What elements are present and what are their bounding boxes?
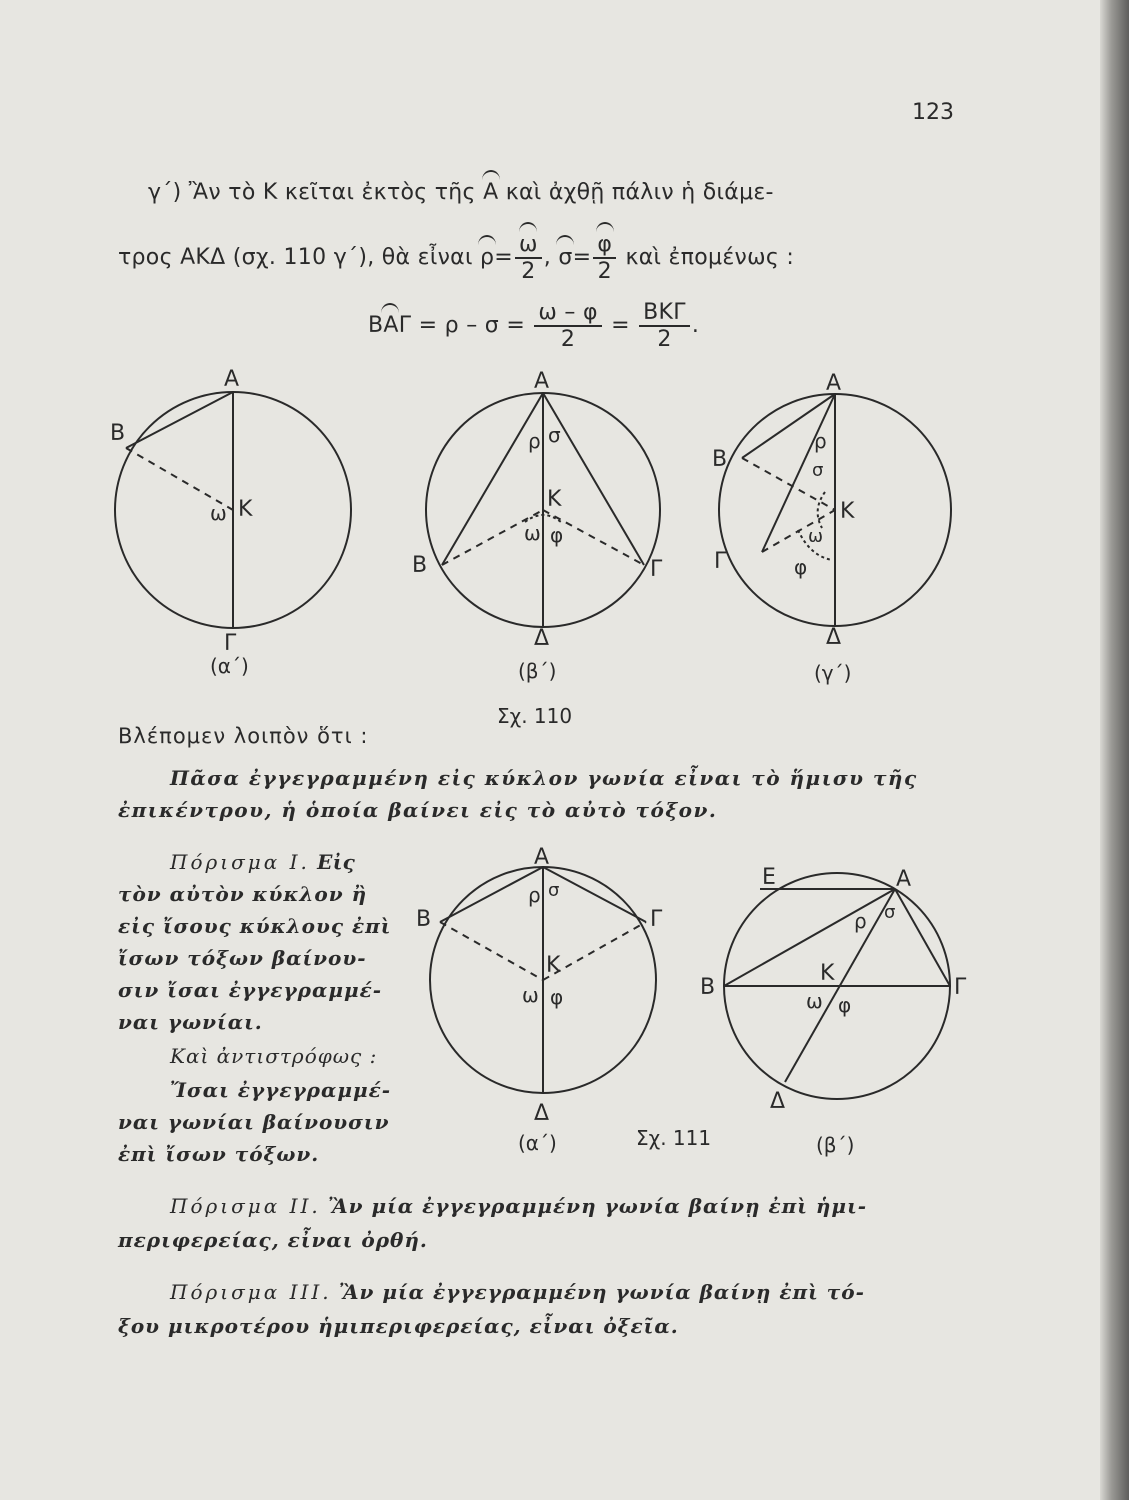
equals: = — [494, 245, 514, 270]
theorem-line2: ἐπικέντρου, ἡ ὁποία βαίνει εἰς τὸ αὐτὸ τόξον. — [118, 798, 718, 822]
label-sigma: σ — [548, 423, 561, 447]
label-B: Β — [110, 421, 126, 446]
label-E: Ε — [762, 865, 776, 890]
fraction — [515, 232, 542, 284]
porism1-l3: εἰς ἴσους κύκλους ἐπὶ — [118, 914, 392, 938]
porism1-l6: ναι γωνίαι. — [118, 1010, 263, 1034]
see-therefore: Βλέπομεν λοιπὸν ὅτι : — [118, 724, 369, 748]
label-K: Κ — [546, 953, 561, 978]
figure-110-c — [700, 370, 970, 690]
porism3-title: Πόρισμα ΙΙΙ. — [170, 1280, 332, 1304]
denominator: 2 — [560, 327, 576, 352]
porism1-l8: Ἴσαι ἐγγεγραμμέ- — [170, 1078, 392, 1102]
period: . — [691, 313, 700, 338]
figure-110-b — [410, 370, 680, 690]
equals: = — [506, 313, 526, 338]
chord-AB — [126, 392, 233, 448]
denominator: 2 — [521, 259, 536, 284]
arc-BAG: ΒΑΓ — [368, 313, 412, 338]
label-B: Β — [416, 907, 432, 932]
porism1-l2: τὸν αὐτὸν κύκλον ἢ — [118, 882, 368, 906]
arc-omega: ω — [519, 232, 538, 257]
chord-AG — [895, 889, 950, 986]
porism1-l7: Καὶ ἀντιστρόφως : — [170, 1044, 378, 1068]
label-A: Α — [534, 369, 550, 394]
caption-a: (α΄) — [210, 654, 249, 678]
label-G: Γ — [224, 631, 237, 656]
porism2-line2: περιφερείας, εἶναι ὀρθή. — [118, 1228, 428, 1252]
formula-line — [368, 300, 699, 352]
caption-b: (β΄) — [816, 1133, 855, 1157]
equals: = — [572, 245, 592, 270]
label-phi: φ — [838, 993, 852, 1017]
fraction — [534, 300, 601, 352]
porism1-l10: ἐπὶ ἴσων τόξων. — [118, 1142, 320, 1166]
label-A: Α — [534, 845, 550, 870]
denominator: 2 — [657, 327, 672, 352]
caption-a: (α΄) — [518, 1131, 557, 1155]
text: καὶ ἐπομένως : — [625, 245, 795, 270]
radius-KB — [440, 922, 543, 980]
arc-rho: ρ — [480, 245, 495, 270]
label-rho: ρ — [528, 883, 541, 907]
label-G: Γ — [954, 975, 967, 1000]
label-D: Δ — [534, 1101, 550, 1126]
equals: = — [611, 313, 630, 338]
label-B: Β — [700, 975, 716, 1000]
label-D: Δ — [534, 626, 550, 651]
theorem-line1: Πᾶσα ἐγγεγραμμένη εἰς κύκλον γωνία εἶναι τὸ ἥμισυ τῆς — [170, 766, 918, 790]
label-sigma: σ — [884, 902, 896, 923]
figure-111-label: Σχ. 111 — [636, 1126, 712, 1150]
chord-AG — [762, 394, 835, 552]
arc-A: Α — [483, 180, 499, 205]
arc-sigma: σ — [558, 245, 573, 270]
comma: , — [543, 245, 552, 270]
label-G: Γ — [650, 907, 663, 932]
numerator: ΒΚΓ — [639, 300, 690, 327]
porism1-l5: σιν ἴσαι ἐγγεγραμμέ- — [118, 978, 383, 1002]
paragraph-c-line1 — [148, 180, 774, 205]
porism1-head — [170, 850, 355, 875]
label-K: Κ — [547, 487, 562, 512]
text: καὶ ἀχθῇ πάλιν ἡ διάμε- — [505, 180, 774, 205]
label-B: Β — [412, 553, 428, 578]
porism3-line2: ξου μικροτέρου ἡμιπεριφερείας, εἶναι ὀξεῖα. — [118, 1314, 679, 1338]
equals: = — [418, 313, 438, 338]
figure-111-a — [410, 845, 670, 1170]
porism1-l9: ναι γωνίαι βαίνουσιν — [118, 1110, 390, 1134]
fraction — [639, 300, 690, 352]
label-phi: φ — [550, 523, 564, 547]
caption-c: (γ΄) — [814, 661, 852, 685]
label-G: Γ — [650, 557, 663, 582]
text: γ΄) Ἂν τὸ Κ κεῖται ἐκτὸς τῆς — [148, 180, 476, 205]
porism2-text1: Ἂν μία ἐγγεγραμμένη γωνία βαίνῃ ἐπὶ ἡμι- — [328, 1194, 868, 1218]
label-rho: ρ — [528, 429, 541, 453]
label-rho: ρ — [814, 429, 827, 453]
page-number: 123 — [912, 100, 954, 125]
paragraph-c-line2 — [118, 232, 794, 284]
arc-phi: φ — [597, 232, 613, 257]
label-K: Κ — [238, 497, 253, 522]
porism3-line1 — [170, 1280, 865, 1305]
label-phi: φ — [550, 985, 564, 1009]
porism1-l1: Εἰς — [317, 850, 356, 874]
label-omega: ω — [524, 521, 541, 545]
figure-110-label: Σχ. 110 — [497, 704, 573, 728]
label-A: Α — [896, 867, 912, 892]
arc-marker-omega — [818, 492, 825, 528]
label-K: Κ — [820, 961, 835, 986]
porism3-text1: Ἂν μία ἐγγεγραμμένη γωνία βαίνῃ ἐπὶ τό- — [338, 1280, 865, 1304]
porism2-line1 — [170, 1194, 867, 1219]
numerator: ω – φ — [534, 300, 601, 327]
label-A: Α — [826, 371, 842, 396]
label-D: Δ — [826, 625, 842, 650]
caption-b: (β΄) — [518, 659, 557, 683]
label-omega: ω — [522, 983, 539, 1007]
chord-AB — [724, 889, 895, 986]
label-rho: ρ — [854, 909, 867, 933]
fraction — [593, 232, 616, 284]
figure-110-a — [100, 360, 380, 700]
page-edge — [1100, 0, 1129, 1500]
denominator: 2 — [597, 259, 612, 284]
text: τρος ΑΚΔ (σχ. 110 γ΄), θὰ εἶναι — [118, 245, 473, 270]
porism1-l4: ἴσων τόξων βαίνου- — [118, 946, 367, 970]
label-omega: ω — [806, 989, 823, 1013]
label-D: Δ — [770, 1089, 786, 1114]
label-phi: φ — [794, 555, 808, 579]
label-omega: ω — [210, 501, 227, 525]
porism2-title: Πόρισμα ΙΙ. — [170, 1194, 321, 1218]
figure-111-b — [690, 860, 980, 1160]
label-sigma: σ — [548, 880, 560, 901]
formula-mid: ρ – σ — [444, 313, 500, 338]
label-omega: ω — [808, 526, 824, 547]
label-A: Α — [224, 367, 240, 392]
label-K: Κ — [840, 499, 855, 524]
label-B: Β — [712, 447, 728, 472]
porism1-title: Πόρισμα Ι. — [170, 850, 310, 874]
label-G: Γ — [714, 549, 727, 574]
label-sigma: σ — [812, 460, 824, 481]
